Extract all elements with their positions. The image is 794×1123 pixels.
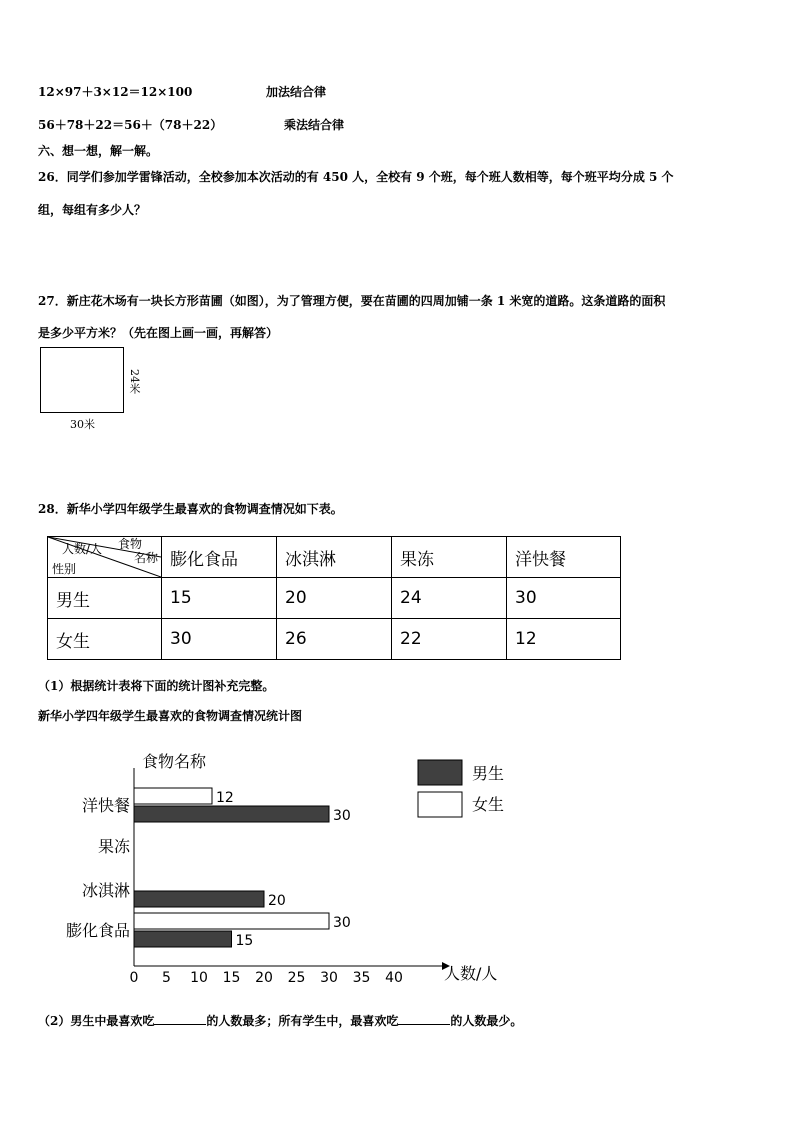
bar-girls bbox=[134, 788, 212, 804]
q28-sub2-part-b: 的人数最多；所有学生中，最喜欢吃 bbox=[206, 1014, 399, 1028]
column-header: 果冻 bbox=[392, 537, 507, 578]
law-row-2-expr: 56＋78＋22＝56＋（78＋22） bbox=[38, 118, 223, 132]
table-row bbox=[48, 578, 621, 619]
x-tick-label: 10 bbox=[190, 970, 208, 986]
column-header: 膨化食品 bbox=[162, 537, 277, 578]
table-cell: 30 bbox=[162, 619, 277, 660]
row-label: 女生 bbox=[48, 619, 162, 660]
column-header: 洋快餐 bbox=[507, 537, 621, 578]
answer-blank-2[interactable] bbox=[398, 1012, 450, 1025]
table-cell: 24 bbox=[392, 578, 507, 619]
section-heading: 六、想一想，解一解。 bbox=[38, 144, 159, 158]
legend-label-girls: 女生 bbox=[472, 795, 505, 814]
bar-value-label: 15 bbox=[235, 933, 254, 949]
q28-sub1: （1）根据统计表将下面的统计图补充完整。 bbox=[38, 679, 275, 693]
bar-boys bbox=[134, 891, 264, 907]
x-tick-label: 15 bbox=[222, 970, 241, 986]
legend-swatch-boys bbox=[418, 760, 462, 785]
x-tick-label: 35 bbox=[352, 970, 371, 986]
corner-label-name: 名称 bbox=[134, 551, 159, 565]
q28-sub2 bbox=[38, 1012, 522, 1029]
q27-line-2: 是多少平方米？（先在图上画一画，再解答） bbox=[38, 326, 279, 340]
chart-title: 新华小学四年级学生最喜欢的食物调查情况统计图 bbox=[38, 709, 303, 723]
bar-boys bbox=[134, 806, 329, 822]
table-cell: 20 bbox=[277, 578, 392, 619]
table-cell: 12 bbox=[507, 619, 621, 660]
law-row-1-expr: 12×97＋3×12＝12×100 bbox=[38, 85, 193, 99]
table-cell: 30 bbox=[507, 578, 621, 619]
x-tick-label: 25 bbox=[287, 970, 306, 986]
table-corner-cell bbox=[48, 537, 162, 578]
x-tick-label: 0 bbox=[129, 970, 139, 986]
bar-girls bbox=[134, 913, 329, 929]
corner-label-count: 人数/人 bbox=[62, 542, 103, 556]
row-label: 男生 bbox=[48, 578, 162, 619]
y-axis-title: 食物名称 bbox=[142, 752, 207, 771]
x-tick-label: 30 bbox=[320, 970, 338, 986]
x-tick-label: 20 bbox=[255, 970, 273, 986]
category-label: 膨化食品 bbox=[65, 921, 130, 940]
q28-sub2-part-c: 的人数最少。 bbox=[450, 1014, 523, 1028]
table-row bbox=[48, 619, 621, 660]
legend-swatch-girls bbox=[418, 792, 462, 817]
table-cell: 22 bbox=[392, 619, 507, 660]
q28-sub2-part-a: （2）男生中最喜欢吃 bbox=[38, 1014, 155, 1028]
law-row-1-law: 加法结合律 bbox=[266, 85, 327, 99]
corner-label-gender: 性别 bbox=[52, 562, 77, 576]
q26-line-1: 26．同学们参加学雷锋活动，全校参加本次活动的有 450 人，全校有 9 个班，每个班人数相等，每个班平均分成 5 个 bbox=[38, 170, 674, 184]
column-header: 冰淇淋 bbox=[277, 537, 392, 578]
q28-intro: 28．新华小学四年级学生最喜欢的食物调查情况如下表。 bbox=[38, 502, 343, 516]
x-tick-label: 40 bbox=[385, 970, 403, 986]
legend-label-boys: 男生 bbox=[472, 764, 505, 783]
x-axis-title: 人数/人 bbox=[444, 964, 498, 983]
bar-value-label: 12 bbox=[216, 790, 234, 806]
table-header-row bbox=[48, 537, 621, 578]
q27-line-1: 27．新庄花木场有一块长方形苗圃（如图），为了管理方便，要在苗圃的四周加铺一条 1 米宽的道路。这条道路的面积 bbox=[38, 294, 666, 308]
bar-value-label: 30 bbox=[333, 808, 351, 824]
bar-value-label: 20 bbox=[268, 893, 286, 909]
answer-blank-1[interactable] bbox=[154, 1012, 206, 1025]
q26-line-2: 组，每组有多少人？ bbox=[38, 203, 147, 217]
bar-boys bbox=[134, 931, 232, 947]
table-cell: 15 bbox=[162, 578, 277, 619]
category-label: 洋快餐 bbox=[81, 796, 130, 815]
rect-height-label: 24米 bbox=[128, 369, 141, 394]
category-label: 冰淇淋 bbox=[81, 881, 130, 900]
food-bar-chart bbox=[40, 740, 520, 990]
corner-label-food: 食物 bbox=[118, 537, 143, 551]
category-label: 果冻 bbox=[97, 837, 130, 856]
x-tick-label: 5 bbox=[162, 970, 171, 986]
bar-value-label: 30 bbox=[333, 915, 351, 931]
rect-width-label: 30米 bbox=[70, 418, 95, 431]
survey-table bbox=[47, 536, 621, 660]
law-row-2-law: 乘法结合律 bbox=[284, 118, 345, 132]
nursery-rectangle bbox=[40, 347, 124, 413]
table-cell: 26 bbox=[277, 619, 392, 660]
